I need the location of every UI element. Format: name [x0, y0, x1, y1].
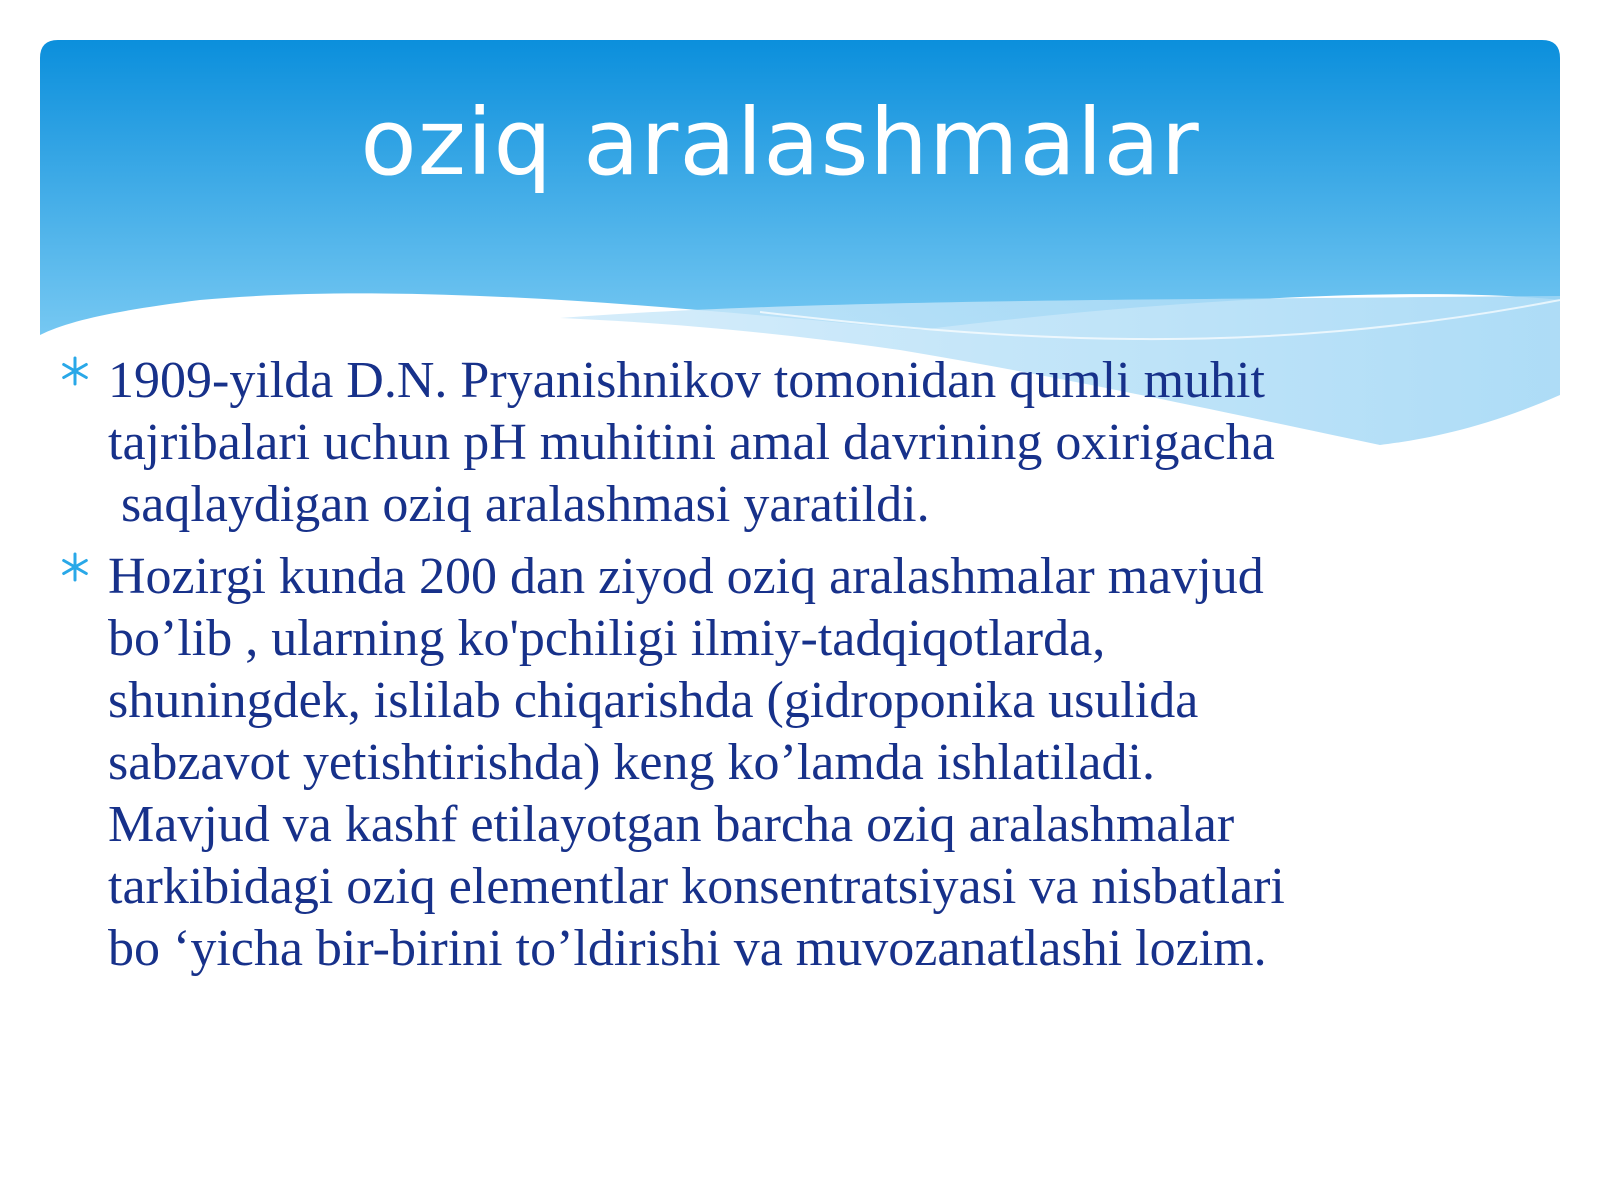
bullet-line: Mavjud va kashf etilayotgan barcha oziq aralashmalar: [108, 796, 1235, 853]
bullet-line: sabzavot yetishtirishda) keng ko’lamda ishlatiladi.: [108, 734, 1155, 791]
bullet-list: [60, 350, 1440, 990]
bullet-line: bo’lib , ularning ko'pchiligi ilmiy-tadqiqotlarda,: [108, 610, 1106, 667]
bullet-line: 1909-yilda D.N. Pryanishnikov tomonidan qumli muhit: [108, 352, 1265, 409]
bullet-line: Hozirgi kunda 200 dan ziyod oziq aralashmalar mavjud: [108, 548, 1264, 605]
slide-title: oziq aralashmalar: [360, 89, 1200, 196]
bullet-line: tarkibidagi oziq elementlar konsentratsiyasi va nisbatlari: [108, 858, 1285, 915]
asterisk-icon: [60, 356, 90, 386]
bullet-line: tajribalari uchun pH muhitini amal davrining oxirigacha: [108, 414, 1275, 471]
bullet-line: saqlaydigan oziq aralashmasi yaratildi.: [108, 476, 930, 533]
bullet-line: shuningdek, islilab chiqarishda (gidroponika usulida: [108, 672, 1199, 729]
bullet-item: [60, 546, 1440, 980]
bullet-line: bo ‘yicha bir-birini to’ldirishi va muvozanatlashi lozim.: [108, 920, 1267, 977]
bullet-item: [60, 350, 1440, 536]
asterisk-icon: [60, 552, 90, 582]
